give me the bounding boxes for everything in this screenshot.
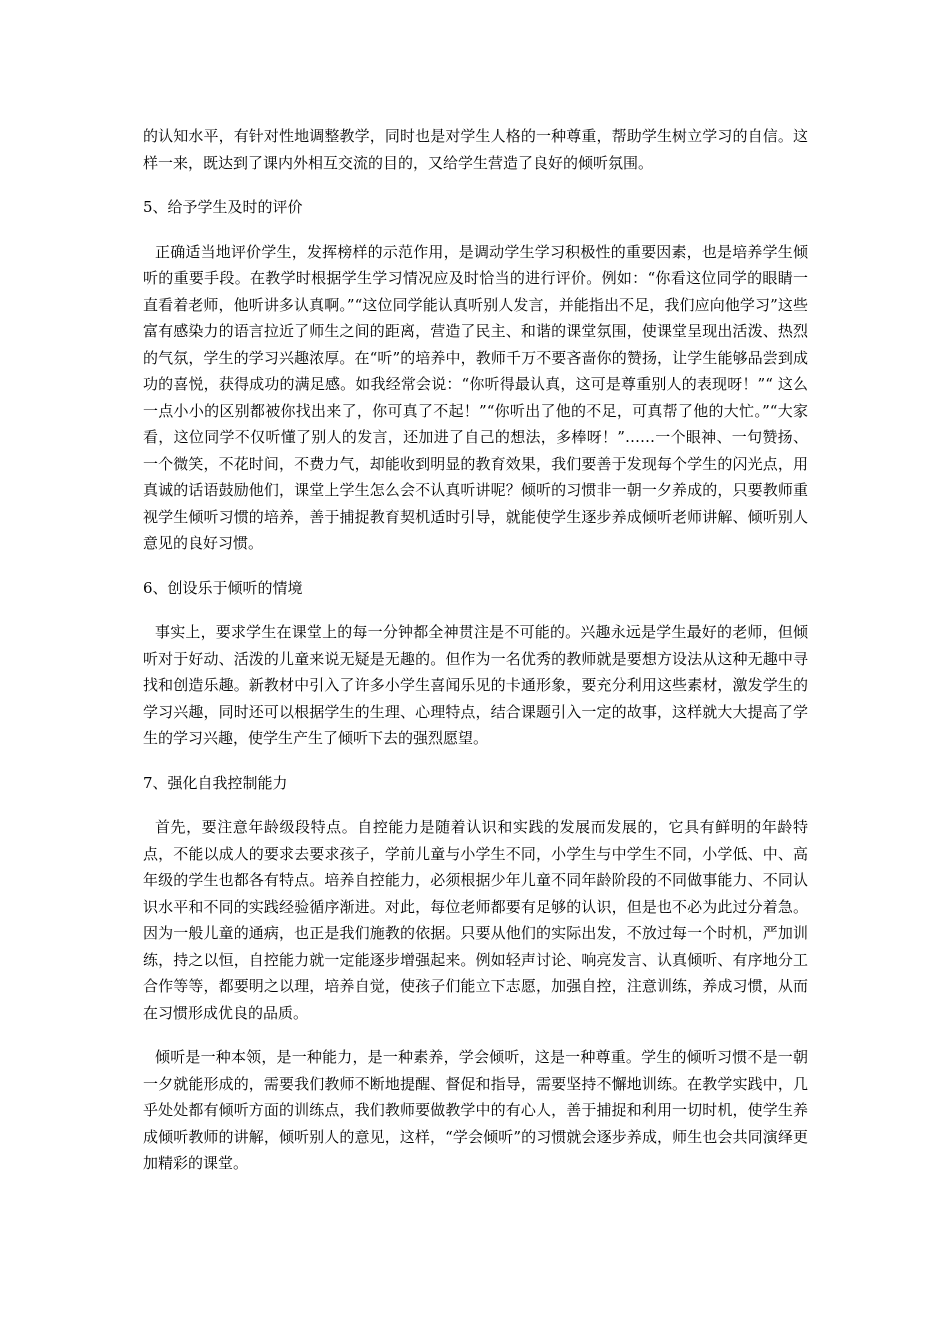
section-heading-6: 6、创设乐于倾听的情境 — [143, 578, 303, 597]
section-heading-7: 7、强化自我控制能力 — [143, 773, 288, 792]
paragraph-continuation: 的认知水平，有针对性地调整教学，同时也是对学生人格的一种尊重，帮助学生树立学习的自信。这样一来，既达到了课内外相互交流的目的，又给学生营造了良好的倾听氛围。 — [143, 127, 808, 172]
section-heading-5: 5、给予学生及时的评价 — [143, 198, 303, 216]
paragraph-self-control: 首先，要注意年龄级段特点。自控能力是随着认识和实践的发展而发展的，它具有鲜明的年龄特点，不能以成人的要求去要求孩子，学前儿童与小学生不同，小学生与中学生不同，小学低、中、高年级的学生也都各有特点。培养自控能力，必须根据少年儿童不同年龄阶段的不同做事能力、不同认识水平和不同的实践经验循序渐进。对此，每位老师都要有足够的认识，但是也不必为此过分着急。因为一般儿童的通病，也正是我们施教的依据。只要从他们的实际出发，不放过每一个时机，严加训练，持之以恒，自控能力就一定能逐步增强起来。例如轻声讨论、响亮发言、认真倾听、有序地分工合作等等，都要明之以理，培养自觉，使孩子们能立下志愿，加强自控，注意训练，养成习惯，从而在习惯形成优良的品质。 — [143, 818, 808, 1022]
paragraph-conclusion: 倾听是一种本领，是一种能力，是一种素养，学会倾听，这是一种尊重。学生的倾听习惯不是一朝一夕就能形成的，需要我们教师不断地提醒、督促和指导，需要坚持不懈地训练。在教学实践中，几乎处处都有倾听方面的训练点，我们教师要做教学中的有心人，善于捕捉和利用一切时机，使学生养成倾听教师的讲解，倾听别人的意见，这样，“学会倾听”的习惯就会逐步养成，师生也会共同演绎更加精彩的课堂。 — [143, 1048, 808, 1172]
paragraph-context: 事实上，要求学生在课堂上的每一分钟都全神贯注是不可能的。兴趣永远是学生最好的老师，但倾听对于好动、活泼的儿童来说无疑是无趣的。但作为一名优秀的教师就是要想方设法从这种无趣中寻找和创造乐趣。新教材中引入了许多小学生喜闻乐见的卡通形象，要充分利用这些素材，激发学生的学习兴趣，同时还可以根据学生的生理、心理特点，结合课题引入一定的故事，这样就大大提高了学生的学习兴趣，使学生产生了倾听下去的强烈愿望。 — [143, 623, 808, 747]
document-body — [143, 123, 808, 1195]
paragraph-evaluation: 正确适当地评价学生，发挥榜样的示范作用，是调动学生学习积极性的重要因素，也是培养学生倾听的重要手段。在教学时根据学生学习情况应及时恰当的进行评价。例如：“你看这位同学的眼睛一直看着老师，他听讲多认真啊。”“这位同学能认真听别人发言，并能指出不足，我们应向他学习”这些富有感染力的语言拉近了师生之间的距离，营造了民主、和谐的课堂氛围，使课堂呈现出活泼、热烈的气氛，学生的学习兴趣浓厚。在“听”的培养中，教师千万不要吝啬你的赞扬，让学生能够品尝到成功的喜悦，获得成功的满足感。如我经常会说：“你听得最认真，这可是尊重别人的表现呀！”“ 这么一点小小的区别都被你找出来了，你可真了不起！”“你听出了他的不足，可真帮了他的大忙。”“大家看，这位同学不仅听懂了别人的发言，还加进了自己的想法，多棒呀！”……一个眼神、一句赞扬、一个微笑，不花时间，不费力气，却能收到明显的教育效果，我们要善于发现每个学生的闪光点，用真诚的话语鼓励他们，课堂上学生怎么会不认真听讲呢？倾听的习惯非一朝一夕养成的，只要教师重视学生倾听习惯的培养，善于捕捉教育契机适时引导，就能使学生逐步养成倾听老师讲解、倾听别人意见的良好习惯。 — [143, 242, 808, 552]
